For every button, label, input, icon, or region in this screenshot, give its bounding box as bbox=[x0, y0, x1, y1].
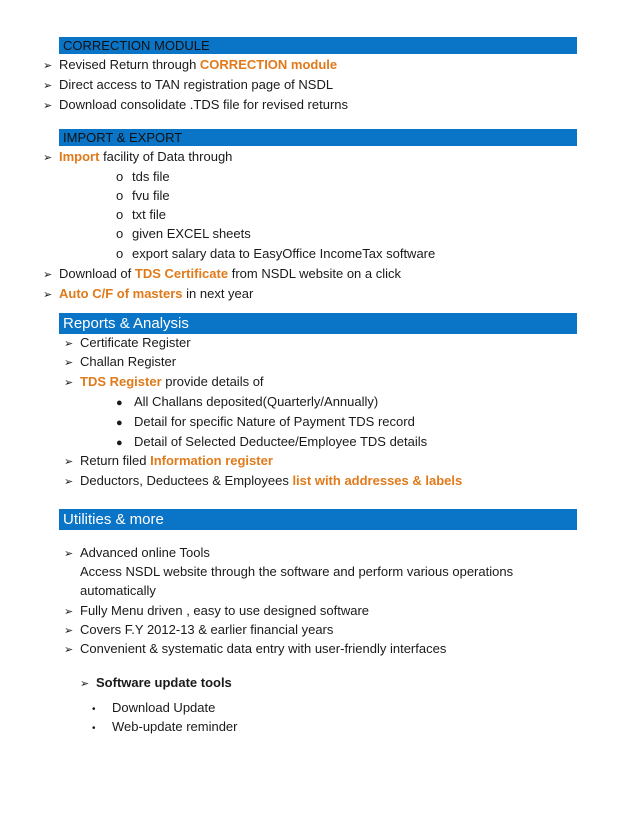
list-item: ➢ Fully Menu driven , easy to use designed software bbox=[64, 602, 369, 621]
arrow-bullet-icon: ➢ bbox=[64, 357, 74, 369]
list-item: ➢ Import facility of Data through bbox=[43, 148, 232, 167]
sub-list-item: o tds file bbox=[116, 169, 170, 184]
circle-bullet-icon: o bbox=[116, 207, 124, 222]
arrow-bullet-icon: ➢ bbox=[64, 625, 74, 637]
arrow-bullet-icon: ➢ bbox=[64, 476, 74, 488]
arrow-bullet-icon: ➢ bbox=[43, 269, 53, 281]
bullet-icon: ● bbox=[116, 397, 123, 409]
list-item: ➢ Software update tools bbox=[80, 674, 232, 693]
arrow-bullet-icon: ➢ bbox=[43, 80, 53, 92]
utilities-heading: Utilities & more bbox=[59, 509, 577, 530]
arrow-bullet-icon: ➢ bbox=[64, 456, 74, 468]
circle-bullet-icon: o bbox=[116, 169, 124, 184]
sub-list-item: o given EXCEL sheets bbox=[116, 226, 251, 241]
circle-bullet-icon: o bbox=[116, 226, 124, 241]
arrow-bullet-icon: ➢ bbox=[43, 100, 53, 112]
list-item: ➢ Advanced online Tools bbox=[64, 544, 210, 563]
bullet-item: ● Detail of Selected Deductee/Employee TDS details bbox=[116, 433, 427, 452]
list-item: ➢ Deductors, Deductees & Employees list with addresses & labels bbox=[64, 472, 462, 491]
list-item: ➢ Covers F.Y 2012-13 & earlier financial years bbox=[64, 621, 333, 640]
circle-bullet-icon: o bbox=[116, 188, 124, 203]
list-item: ➢ Download consolidate .TDS file for revised returns bbox=[43, 96, 348, 115]
bullet-icon: ● bbox=[116, 437, 123, 449]
list-item-continuation: Access NSDL website through the software and perform various operations bbox=[80, 564, 514, 579]
list-item: ➢ Convenient & systematic data entry with user-friendly interfaces bbox=[64, 640, 446, 659]
bullet-icon: • bbox=[92, 723, 96, 734]
list-item: ➢ Auto C/F of masters in next year bbox=[43, 285, 253, 304]
list-item: ➢ Revised Return through CORRECTION module bbox=[43, 56, 337, 75]
bullet-item: • Web-update reminder bbox=[92, 718, 238, 738]
arrow-bullet-icon: ➢ bbox=[43, 152, 53, 164]
arrow-bullet-icon: ➢ bbox=[43, 60, 53, 72]
arrow-bullet-icon: ➢ bbox=[64, 338, 74, 350]
list-item-continuation: automatically bbox=[80, 583, 156, 598]
bullet-item: • Download Update bbox=[92, 699, 215, 719]
circle-bullet-icon: o bbox=[116, 246, 124, 261]
reports-analysis-heading: Reports & Analysis bbox=[59, 313, 577, 334]
list-item: ➢ TDS Register provide details of bbox=[64, 373, 264, 392]
import-export-heading: IMPORT & EXPORT bbox=[59, 129, 577, 146]
sub-list-item: o export salary data to EasyOffice IncomeTax software bbox=[116, 246, 436, 261]
arrow-bullet-icon: ➢ bbox=[43, 289, 53, 301]
list-item: ➢ Direct access to TAN registration page of NSDL bbox=[43, 76, 333, 95]
arrow-bullet-icon: ➢ bbox=[80, 678, 90, 690]
bullet-icon: • bbox=[92, 704, 96, 715]
correction-module-heading: CORRECTION MODULE bbox=[59, 37, 577, 54]
bullet-item: ● Detail for specific Nature of Payment TDS record bbox=[116, 413, 415, 432]
bullet-item: ● All Challans deposited(Quarterly/Annually) bbox=[116, 393, 378, 412]
arrow-bullet-icon: ➢ bbox=[64, 644, 74, 656]
list-item: ➢ Return filed Information register bbox=[64, 452, 273, 471]
list-item: ➢ Download of TDS Certificate from NSDL website on a click bbox=[43, 265, 401, 284]
arrow-bullet-icon: ➢ bbox=[64, 377, 74, 389]
bullet-icon: ● bbox=[116, 417, 123, 429]
sub-list-item: o txt file bbox=[116, 207, 166, 222]
list-item: ➢ Certificate Register bbox=[64, 334, 191, 353]
list-item: ➢ Challan Register bbox=[64, 353, 176, 372]
arrow-bullet-icon: ➢ bbox=[64, 548, 74, 560]
sub-list-item: o fvu file bbox=[116, 188, 170, 203]
arrow-bullet-icon: ➢ bbox=[64, 606, 74, 618]
